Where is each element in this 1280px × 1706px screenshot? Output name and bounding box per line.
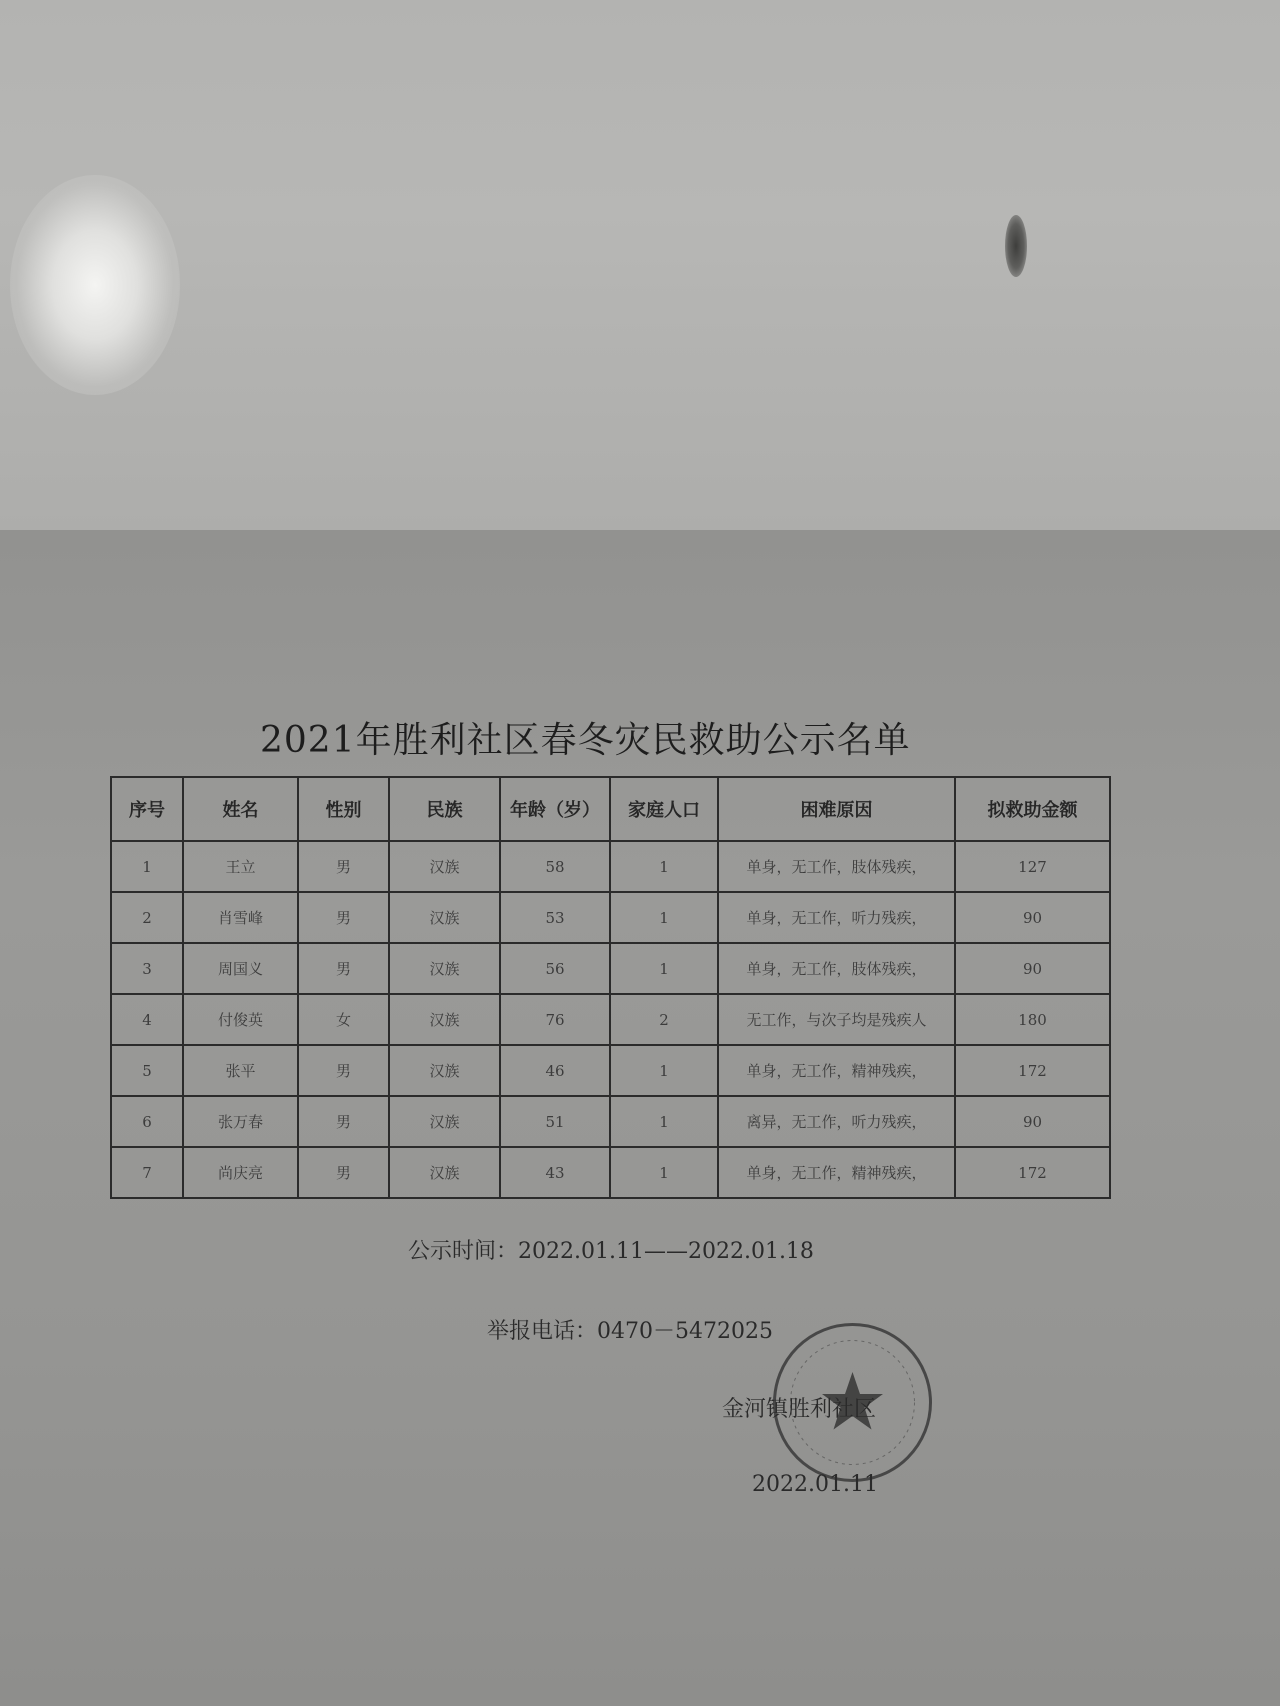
report-hotline: 举报电话：0470－5472025 xyxy=(487,1319,773,1344)
cell-reason: 单身，无工作，精神残疾， xyxy=(718,1147,955,1198)
column-header-ethnicity: 民族 xyxy=(389,777,500,841)
cell-reason: 单身，无工作，精神残疾， xyxy=(718,1045,955,1096)
table-header-row xyxy=(111,777,1110,841)
cell-name: 付俊英 xyxy=(183,994,298,1045)
column-header-household: 家庭人口 xyxy=(610,777,718,841)
table-row xyxy=(111,1147,1110,1198)
cell-ethnicity: 汉族 xyxy=(389,1096,500,1147)
cell-reason: 单身，无工作，肢体残疾， xyxy=(718,943,955,994)
cell-age: 76 xyxy=(500,994,610,1045)
table-row xyxy=(111,943,1110,994)
cell-name: 尚庆亮 xyxy=(183,1147,298,1198)
cell-age: 53 xyxy=(500,892,610,943)
cell-ethnicity: 汉族 xyxy=(389,892,500,943)
cell-age: 51 xyxy=(500,1096,610,1147)
cell-household: 2 xyxy=(610,994,718,1045)
cell-reason: 单身，无工作，肢体残疾， xyxy=(718,841,955,892)
cell-amount: 90 xyxy=(955,892,1110,943)
issuing-organization: 金河镇胜利社区 xyxy=(722,1397,877,1422)
cell-gender: 男 xyxy=(298,943,389,994)
cell-household: 1 xyxy=(610,841,718,892)
cell-number: 4 xyxy=(111,994,183,1045)
column-header-amount: 拟救助金额 xyxy=(955,777,1110,841)
table-row xyxy=(111,841,1110,892)
cell-age: 56 xyxy=(500,943,610,994)
cell-age: 43 xyxy=(500,1147,610,1198)
cell-household: 1 xyxy=(610,943,718,994)
column-header-gender: 性别 xyxy=(298,777,389,841)
notice-period: 公示时间：2022.01.11——2022.01.18 xyxy=(408,1239,814,1264)
table-row xyxy=(111,1045,1110,1096)
cell-age: 46 xyxy=(500,1045,610,1096)
cell-amount: 90 xyxy=(955,1096,1110,1147)
table-row xyxy=(111,892,1110,943)
column-header-reason: 困难原因 xyxy=(718,777,955,841)
back-page xyxy=(0,0,1280,530)
cell-ethnicity: 汉族 xyxy=(389,841,500,892)
cell-number: 3 xyxy=(111,943,183,994)
cell-ethnicity: 汉族 xyxy=(389,1147,500,1198)
cell-gender: 男 xyxy=(298,892,389,943)
cell-name: 张万春 xyxy=(183,1096,298,1147)
document-title: 2021年胜利社区春冬灾民救助公示名单 xyxy=(260,720,911,761)
cell-gender: 男 xyxy=(298,1045,389,1096)
cell-age: 58 xyxy=(500,841,610,892)
cell-number: 2 xyxy=(111,892,183,943)
column-header-number: 序号 xyxy=(111,777,183,841)
cell-amount: 180 xyxy=(955,994,1110,1045)
cell-name: 王立 xyxy=(183,841,298,892)
cell-amount: 172 xyxy=(955,1045,1110,1096)
light-glare xyxy=(10,175,180,395)
cell-household: 1 xyxy=(610,892,718,943)
cell-gender: 女 xyxy=(298,994,389,1045)
cell-reason: 离异，无工作，听力残疾， xyxy=(718,1096,955,1147)
cell-amount: 172 xyxy=(955,1147,1110,1198)
cell-ethnicity: 汉族 xyxy=(389,994,500,1045)
column-header-age: 年龄（岁） xyxy=(500,777,610,841)
cell-reason: 单身，无工作，听力残疾， xyxy=(718,892,955,943)
cell-name: 肖雪峰 xyxy=(183,892,298,943)
table-row xyxy=(111,994,1110,1045)
table-row xyxy=(111,1096,1110,1147)
cell-number: 7 xyxy=(111,1147,183,1198)
cell-household: 1 xyxy=(610,1045,718,1096)
cell-number: 1 xyxy=(111,841,183,892)
cell-number: 5 xyxy=(111,1045,183,1096)
cell-gender: 男 xyxy=(298,841,389,892)
cell-reason: 无工作，与次子均是残疾人 xyxy=(718,994,955,1045)
cell-gender: 男 xyxy=(298,1096,389,1147)
cell-household: 1 xyxy=(610,1096,718,1147)
cell-ethnicity: 汉族 xyxy=(389,943,500,994)
cell-name: 张平 xyxy=(183,1045,298,1096)
cell-amount: 127 xyxy=(955,841,1110,892)
cell-ethnicity: 汉族 xyxy=(389,1045,500,1096)
relief-recipient-table xyxy=(110,776,1111,1199)
cell-gender: 男 xyxy=(298,1147,389,1198)
cell-number: 6 xyxy=(111,1096,183,1147)
cell-amount: 90 xyxy=(955,943,1110,994)
issue-date: 2022.01.11 xyxy=(752,1472,878,1497)
column-header-name: 姓名 xyxy=(183,777,298,841)
ink-smudge xyxy=(1005,215,1027,277)
cell-household: 1 xyxy=(610,1147,718,1198)
cell-name: 周国义 xyxy=(183,943,298,994)
